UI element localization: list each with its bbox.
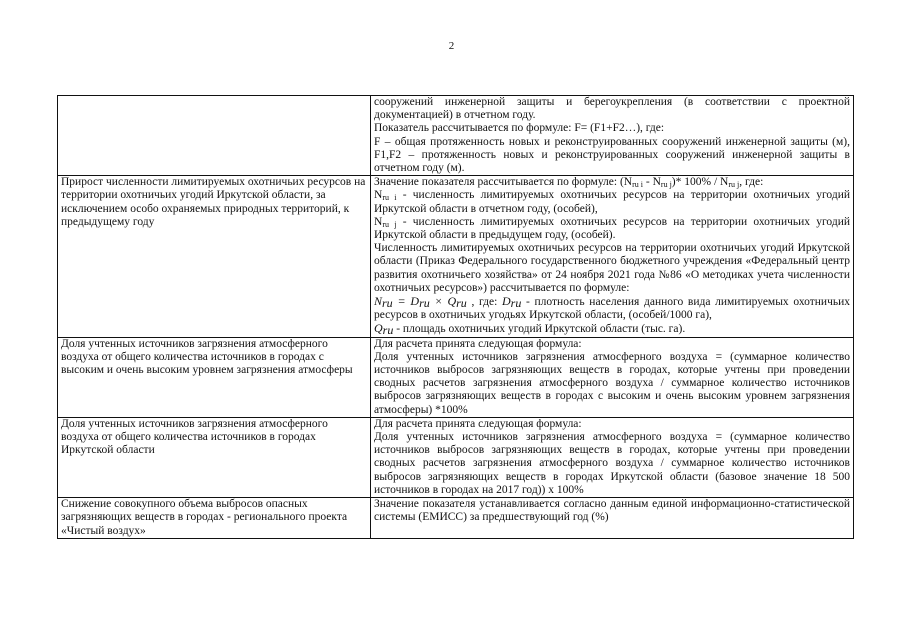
indicator-method-cell: [371, 176, 854, 337]
method-text: Доля учтенных источников загрязнения атмосферного воздуха = (суммарное количество источников выбросов загрязняющих веществ в городах, которые учтены при проведении сводных расчетов загрязнения атмосферного воздуха / суммарное количество источников выбросов загрязняющих веществ в городах Иркутской области (базовое значение 18 500 источников в городах на 2017 год)) х 100%: [374, 431, 850, 496]
formula-line: Значение показателя рассчитывается по формуле: $(N_{ru i} - N_{ru j})*$ $100\% / N_{ru j}$, где:: [374, 176, 764, 190]
indicator-table: [57, 95, 854, 539]
indicator-name-cell: Доля учтенных источников загрязнения атмосферного воздуха от общего количества источников в городах Иркутской области: [58, 417, 371, 497]
method-text: Доля учтенных источников загрязнения атмосферного воздуха = (суммарное количество источников выбросов загрязняющих веществ в городах, которые учтены при проведении сводных расчетов загрязнения атмосферного воздуха / суммарное количество источников выбросов загрязняющих веществ в городах с высоким и очень высоким уровнем загрязнения атмосферы) *100%: [374, 350, 850, 416]
table-row: [58, 498, 854, 539]
area-definition: $Q_{ru}$ - площадь охотничьих угодий Иркутской области (тыс. га).: [374, 321, 686, 338]
table-row: [58, 417, 854, 497]
page-number: 2: [448, 40, 455, 52]
variable-definition: $N_{ru j}$ - численность лимитируемых охотничьих ресурсов на территории охотничьих угодий Иркутской области в предыдущем году, (особей).: [374, 215, 850, 242]
table-row: [58, 337, 854, 417]
indicator-name-cell: [58, 96, 371, 176]
method-text: Показатель рассчитывается по формуле: F= (F1+F2…), где:: [374, 122, 665, 135]
indicator-method-cell: [371, 96, 854, 176]
table-row: [58, 176, 854, 337]
table-row: [58, 96, 854, 176]
indicator-method-cell: [371, 498, 854, 539]
density-formula: $N_{ru} = D_{ru} \times Q_{ru}$ , где: $D_{ru}$ - плотность населения данного вида лимитируемых охотничьих ресурсов в охотничьих угодьях Иркутской области, (особей/1000 га),: [374, 294, 850, 322]
indicator-name-cell: Доля учтенных источников загрязнения атмосферного воздуха от общего количества источников в городах с высоким и очень высоким уровнем загрязнения атмосферы: [58, 337, 371, 417]
method-text: сооружений инженерной защиты и берегоукрепления (в соответствии с проектной документацией) в отчетном году.: [374, 96, 850, 122]
indicator-method-cell: [371, 337, 854, 417]
indicator-name-cell: Прирост численности лимитируемых охотничьих ресурсов на территории охотничьих угодий Иркутской области, за исключением особо охраняемых природных территорий, к предыдущему году: [58, 176, 371, 337]
method-text: Для расчета принята следующая формула:: [374, 337, 582, 350]
variable-definition: $N_{ru i}$ - численность лимитируемых охотничьих ресурсов на территории охотничьих угодий Иркутской области в отчетном году, (особей),: [374, 189, 850, 215]
indicator-method-cell: [371, 417, 854, 497]
method-text: Численность лимитируемых охотничьих ресурсов на территории охотничьих угодий Иркутской области (Приказ Федерального государственного бюджетного учреждения «Федеральный центр развития охотничьего хозяйства» от 24 ноября 2021 года №86 «О методиках учета численности охотничьих ресурсов») рассчитывается по формуле:: [374, 242, 850, 294]
method-text: Для расчета принята следующая формула:: [374, 417, 582, 430]
indicator-name-cell: Снижение совокупного объема выбросов опасных загрязняющих веществ в городах - регионального проекта «Чистый воздух»: [58, 498, 371, 539]
method-text: F – общая протяженность новых и реконструированных сооружений инженерной защиты (м), F1,F2 – протяженность новых и реконструированных сооружений инженерной защиты в отчетном году (м).: [374, 135, 850, 175]
method-text: Значение показателя устанавливается согласно данным единой информационно-статистической системы (ЕМИСС) за предшествующий год (%): [374, 498, 850, 524]
